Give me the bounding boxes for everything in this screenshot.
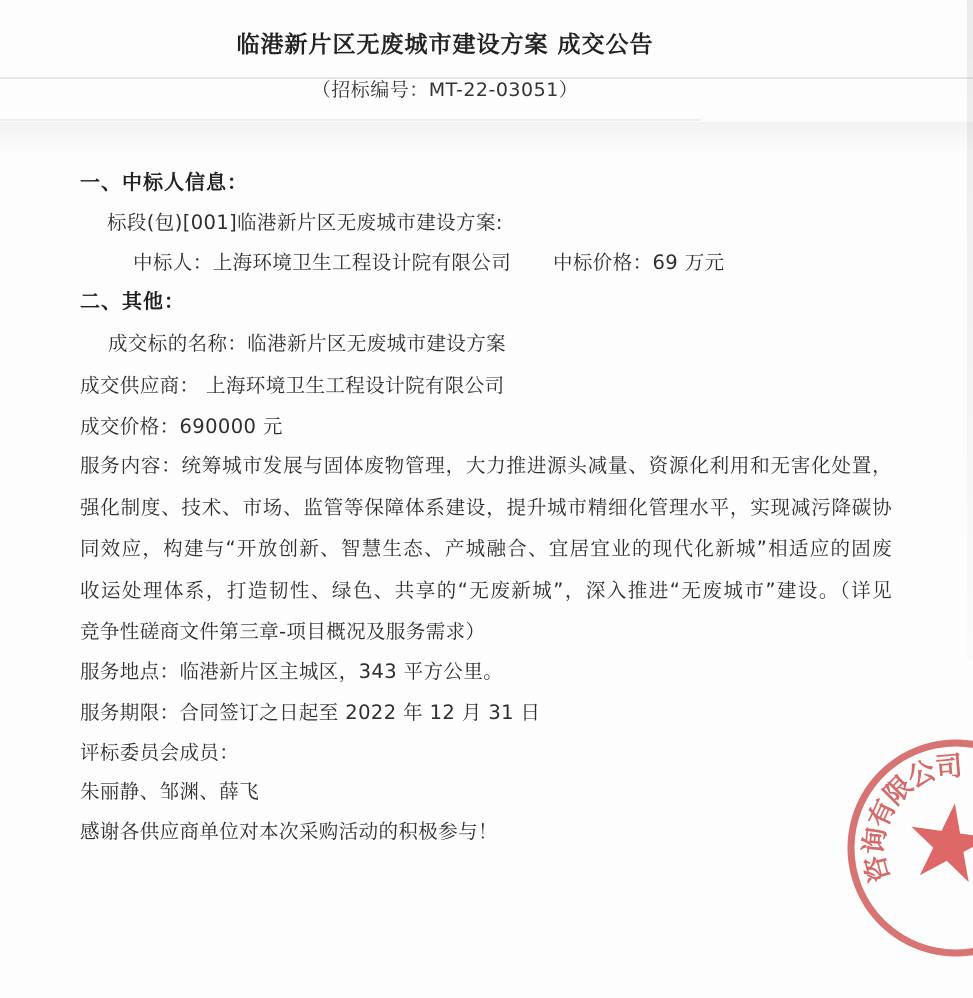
committee-members: 朱丽静、邹渊、薛飞 bbox=[80, 780, 260, 803]
award-name-line: 成交标的名称：临港新片区无废城市建设方案 bbox=[108, 332, 507, 355]
page-title: 临港新片区无废城市建设方案 成交公告 bbox=[236, 32, 654, 58]
company-seal bbox=[806, 698, 973, 998]
service-content-line: 强化制度、技术、市场、监管等保障体系建设，提升城市精细化管理水平，实现减污降碳协 bbox=[80, 495, 892, 519]
service-content-line: 服务内容：统筹城市发展与固体废物管理，大力推进源头减量、资源化利用和无害化处置， bbox=[80, 454, 892, 477]
seal-char: 司 bbox=[934, 750, 964, 784]
star-icon bbox=[905, 798, 973, 884]
seal-char: 有 bbox=[862, 794, 903, 833]
tender-number: （招标编号：MT-22-03051） bbox=[311, 79, 579, 101]
thanks-line: 感谢各供应商单位对本次采购活动的积极参与！ bbox=[80, 820, 498, 843]
service-location-line: 服务地点：临港新片区主城区，343 平方公里。 bbox=[80, 660, 504, 683]
scan-artifact-line bbox=[0, 119, 701, 121]
section-2-heading: 二、其他： bbox=[80, 289, 185, 313]
lot-line: 标段(包)[001]临港新片区无废城市建设方案: bbox=[107, 211, 503, 234]
section-1-heading: 一、中标人信息： bbox=[80, 170, 248, 194]
service-content-line: 同效应，构建与“开放创新、智慧生态、产城融合、宜居宜业的现代化新城”相适应的固废 bbox=[80, 537, 892, 560]
award-price-line: 成交价格：690000 元 bbox=[80, 415, 283, 438]
winner-line: 中标人：上海环境卫生工程设计院有限公司 bbox=[133, 251, 512, 274]
service-period-line: 服务期限：合同签订之日起至 2022 年 12 月 31 日 bbox=[80, 701, 541, 724]
scan-artifact-strip bbox=[967, 0, 973, 660]
supplier-line: 成交供应商： 上海环境卫生工程设计院有限公司 bbox=[80, 374, 505, 397]
service-content-line: 竞争性磋商文件第三章-项目概况及服务需求） bbox=[80, 620, 486, 643]
seal-char: 公 bbox=[902, 754, 941, 795]
seal-char: 咨 bbox=[859, 851, 897, 887]
winner-price: 中标价格：69 万元 bbox=[553, 251, 725, 274]
service-content-paragraph bbox=[80, 445, 892, 653]
seal-char: 限 bbox=[878, 770, 920, 812]
seal-char: 询 bbox=[858, 826, 892, 856]
service-content-line: 收运处理体系，打造韧性、绿色、共享的“无废新城”，深入推进“无废城市”建设。（详见 bbox=[80, 578, 892, 602]
committee-label: 评标委员会成员： bbox=[80, 741, 240, 764]
scan-artifact-band bbox=[0, 122, 973, 150]
